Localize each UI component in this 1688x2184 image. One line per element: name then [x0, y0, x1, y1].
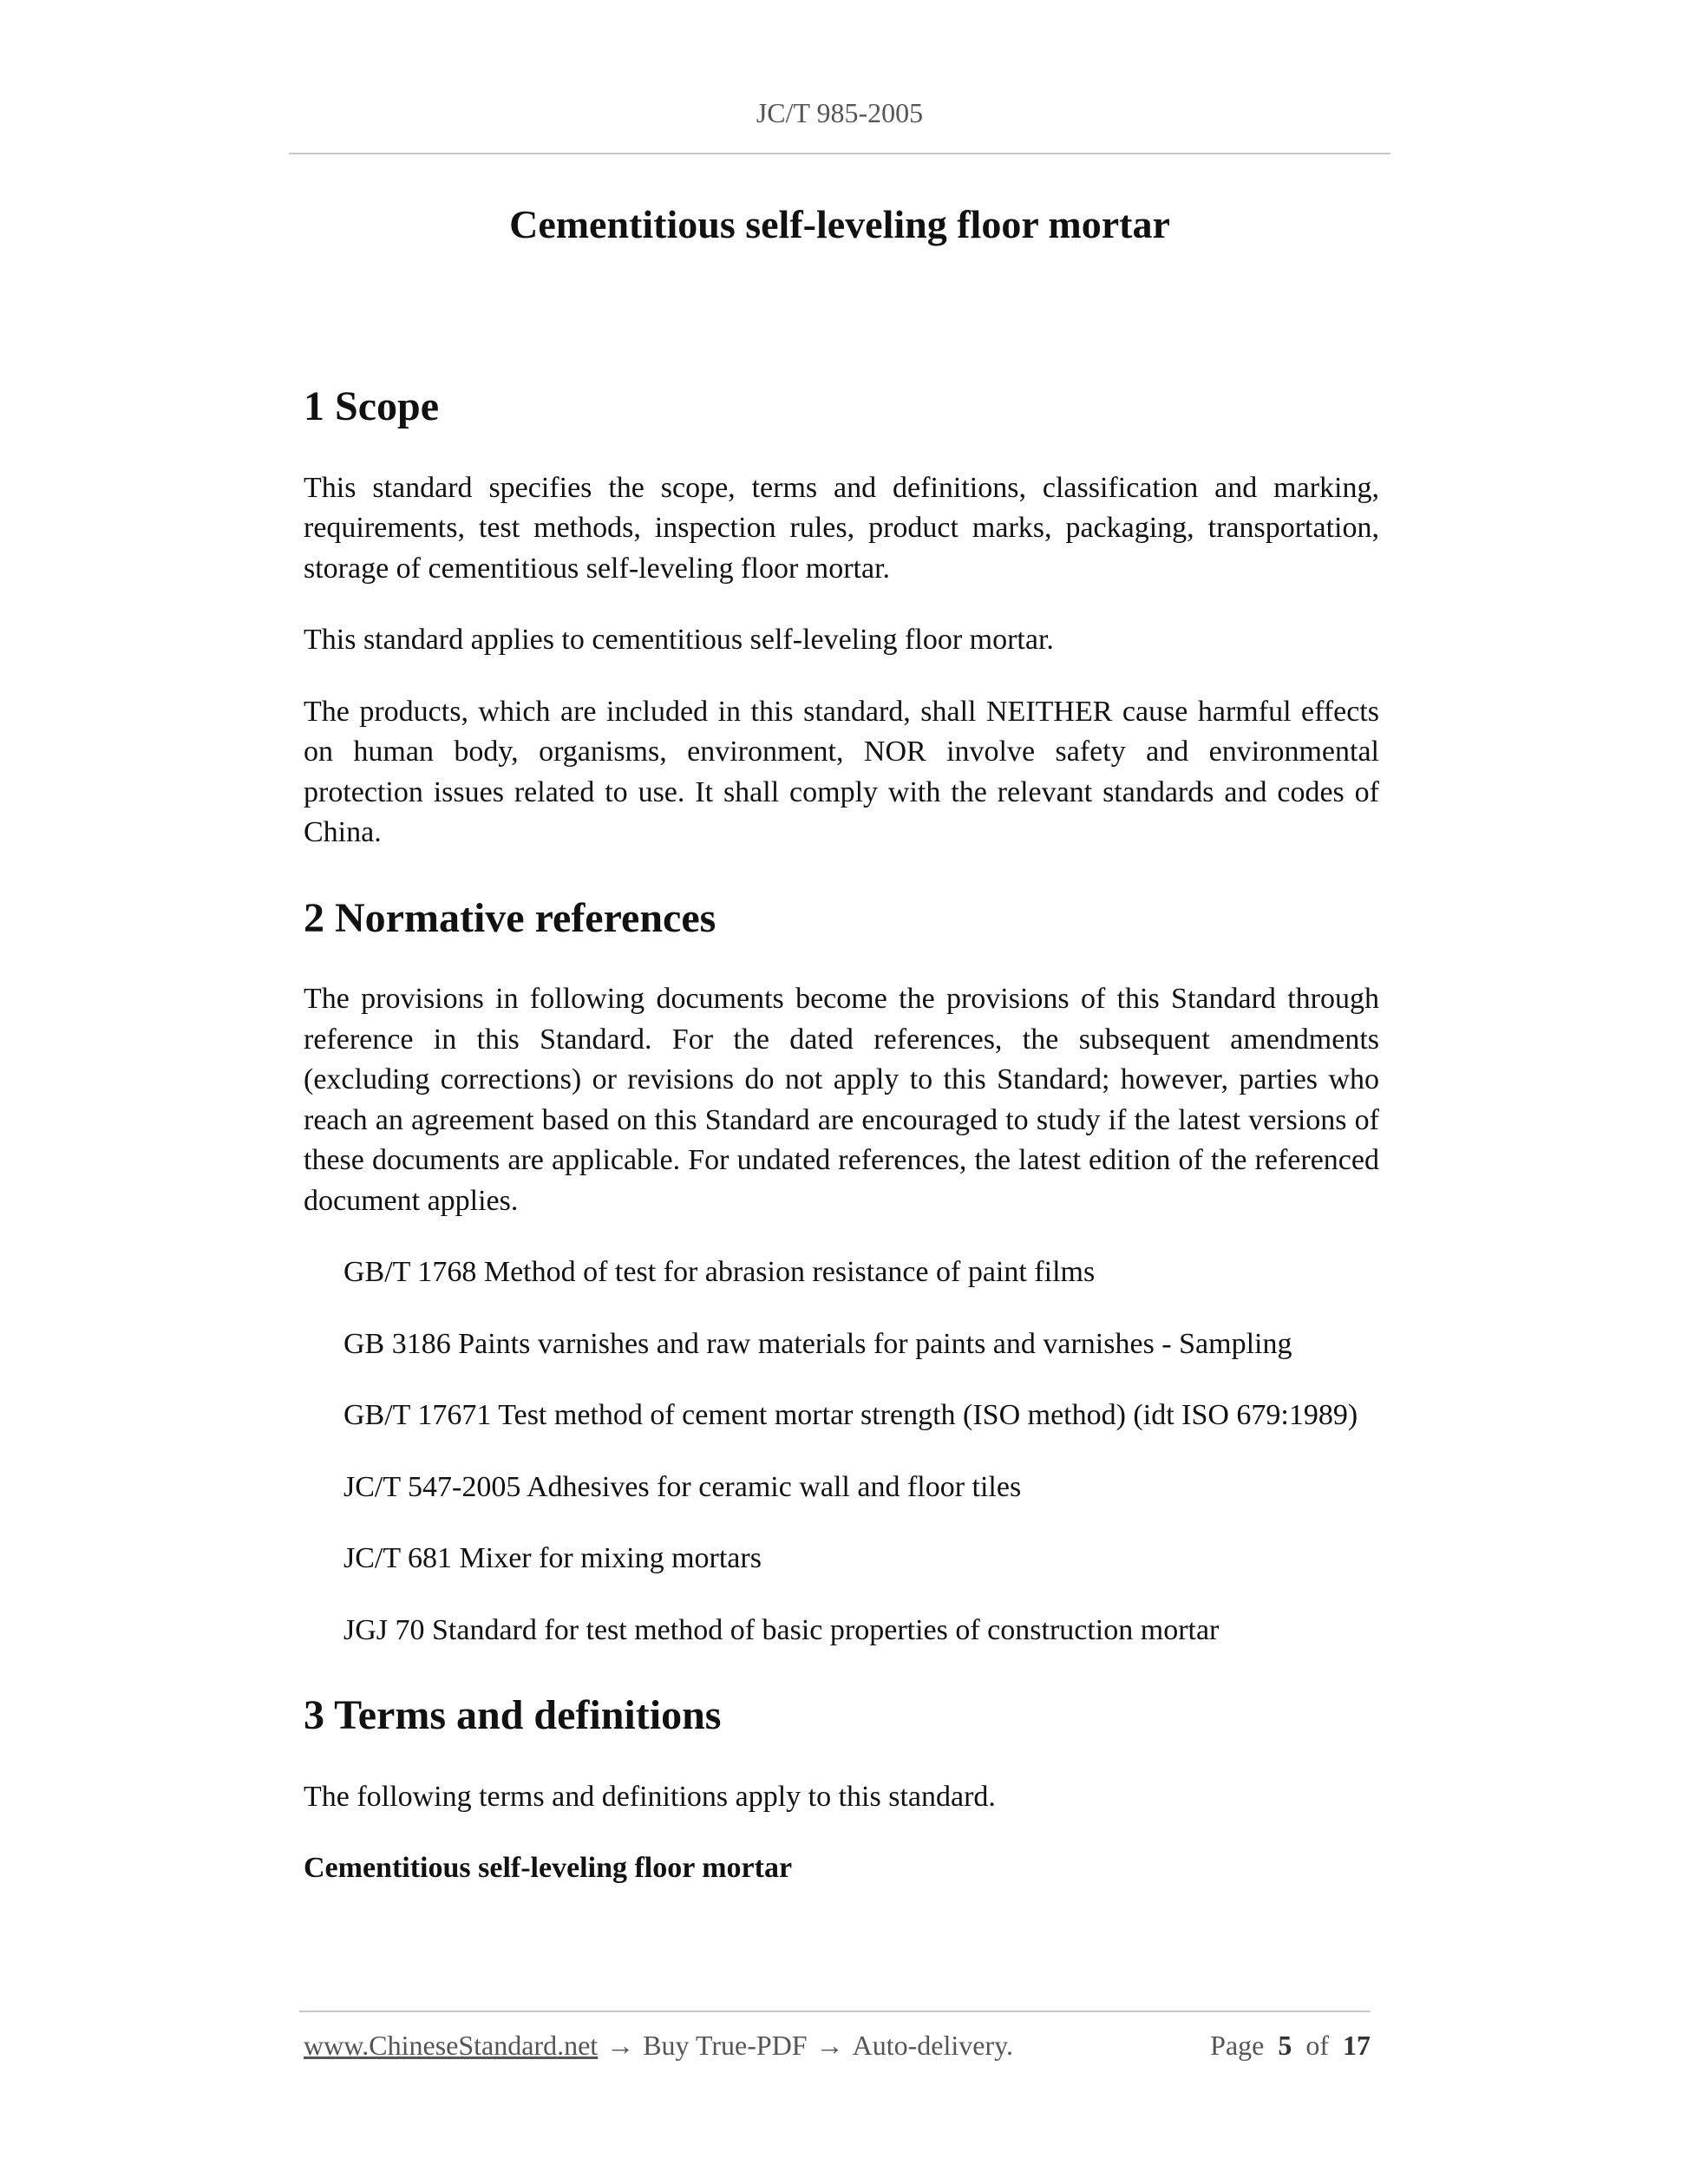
reference-item: GB/T 17671 Test method of cement mortar strength (ISO method) (idt ISO 679:1989) — [343, 1399, 1358, 1432]
reference-item: JC/T 547-2005 Adhesives for ceramic wall and floor tiles — [343, 1470, 1022, 1503]
scope-paragraph-2: This standard applies to cementitious self-leveling floor mortar. — [304, 624, 1054, 657]
page-of: of — [1305, 2030, 1329, 2061]
page-label: Page — [1210, 2030, 1265, 2061]
reference-item: GB 3186 Paints varnishes and raw materials for paints and varnishes - Sampling — [343, 1327, 1292, 1360]
section-heading-scope: 1 Scope — [304, 383, 439, 429]
section-heading-normative-references: 2 Normative references — [304, 894, 716, 941]
page-footer — [304, 2030, 1371, 2062]
scope-paragraph-1: This standard specifies the scope, terms and definitions, classification and marking, requirements, test methods, inspection rules, product marks, packaging, transportation, storage of cementitious self-leveling floor mortar. — [304, 471, 1379, 585]
reference-item: GB/T 1768 Method of test for abrasion resistance of paint films — [343, 1256, 1096, 1289]
reference-item: JGJ 70 Standard for test method of basic properties of construction mortar — [343, 1613, 1220, 1646]
document-body — [304, 382, 1379, 1889]
scope-paragraph-3: The products, which are included in this standard, shall NEITHER cause harmful effects on human body, organisms, environment, NOR involve safety and environmental protection issues related to use. It shall comply with the relevant standards and codes of China. — [304, 695, 1379, 849]
reference-item: JC/T 681 Mixer for mixing mortars — [343, 1542, 762, 1575]
page-total: 17 — [1343, 2030, 1371, 2061]
footer-divider — [299, 2011, 1371, 2012]
site-link[interactable]: www.ChineseStandard.net — [304, 2030, 599, 2061]
buy-text: Buy True-PDF — [643, 2030, 808, 2061]
running-header: JC/T 985-2005 — [756, 97, 924, 128]
header-divider — [289, 153, 1390, 154]
arrow-right-icon: → — [815, 2030, 844, 2061]
normative-paragraph: The provisions in following documents become the provisions of this Standard through reference in this Standard. For the dated references, the subsequent amendments (excluding corrections) or revisions do not apply to this Standard; however, parties who reach an agreement based on this Standard are encouraged to study if the latest versions of these documents are applicable. For undated references, the latest edition of the referenced document applies. — [304, 983, 1379, 1217]
reference-list — [304, 1252, 1379, 1651]
document-title: Cementitious self-leveling floor mortar — [509, 202, 1170, 246]
term-title: Cementitious self-leveling floor mortar — [304, 1852, 793, 1885]
delivery-text: Auto-delivery. — [852, 2030, 1014, 2061]
page-current: 5 — [1278, 2030, 1292, 2061]
section-heading-terms-definitions: 3 Terms and definitions — [304, 1692, 722, 1739]
terms-paragraph: The following terms and definitions apply to this standard. — [304, 1780, 996, 1813]
footer-promo — [304, 2030, 1013, 2062]
page-number — [1210, 2030, 1371, 2062]
arrow-right-icon: → — [606, 2030, 635, 2061]
